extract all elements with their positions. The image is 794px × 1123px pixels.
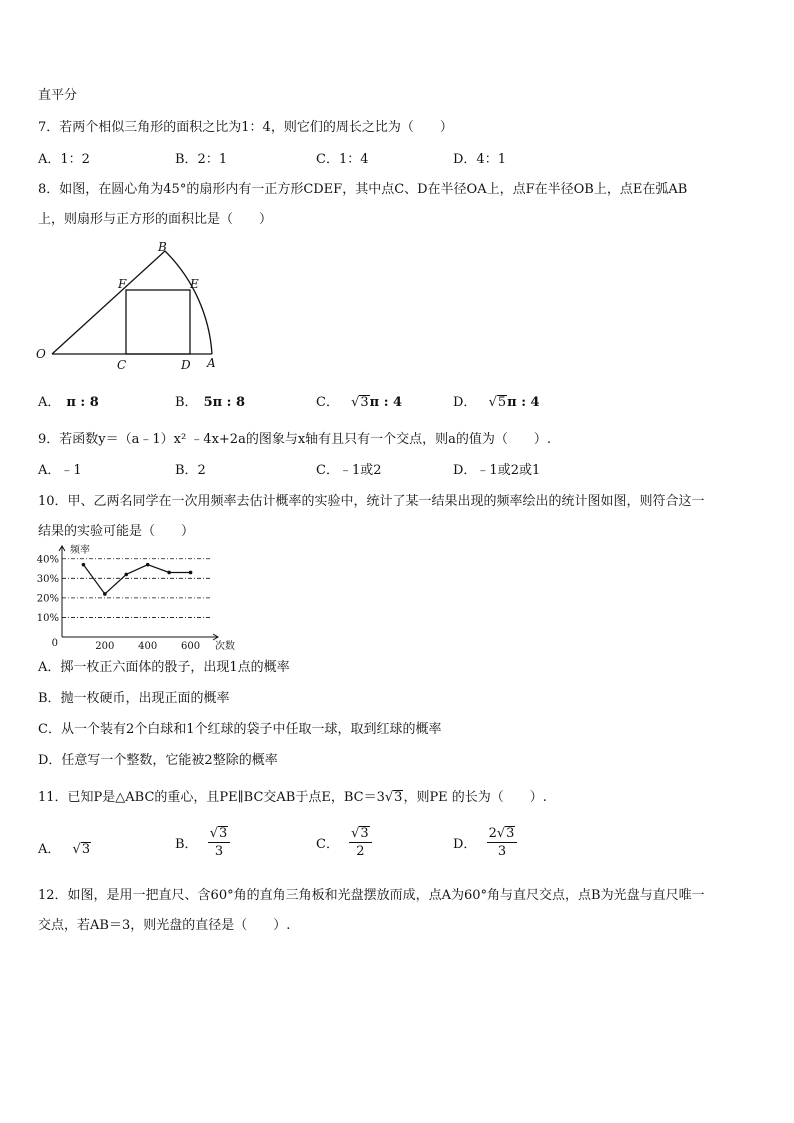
data-point (82, 563, 86, 567)
q8-option-a: A． π : 8 (38, 395, 99, 410)
q7-option-d: D．4：1 (453, 152, 506, 167)
data-point (167, 571, 171, 575)
q10-option-d: D．任意写一个整数，它能被2整除的概率 (38, 753, 278, 768)
y-tick-label: 20% (36, 593, 59, 605)
q11-stem: 11．已知P是△ABC的重心，且PE∥BC交AB于点E，BC＝3√3，则PE 的长为（ ）. (38, 790, 547, 805)
x-tick-label: 400 (138, 641, 158, 652)
y-tick-label: 10% (36, 612, 59, 624)
q11-option-a: A． √3 (38, 842, 91, 857)
q9-option-a: A．﹣1 (38, 463, 82, 478)
q7-option-a: A．1：2 (38, 152, 90, 167)
q10-stem-line1: 10．甲、乙两名同学在一次用频率去估计概率的实验中，统计了某一结果出现的频率绘出的统计图如图，则符合这一 (38, 494, 705, 509)
y-tick-label: 40% (36, 554, 59, 566)
q8-stem-line2: 上，则扇形与正方形的面积比是（ ） (38, 212, 273, 227)
sector-square-figure (32, 238, 232, 378)
q11-option-c: C． $\frac{√3}{2}$ (316, 826, 372, 859)
q8-option-d: D． √5π : 4 (453, 395, 540, 410)
data-point (124, 573, 128, 577)
q7-option-b: B．2：1 (175, 152, 228, 167)
q12-stem-line2: 交点，若AB＝3，则光盘的直径是（ ）. (38, 918, 291, 933)
q12-stem-line1: 12．如图，是用一把直尺、含60°角的直角三角板和光盘摆放而成，点A为60°角与直尺交点，点B为光盘与直尺唯一 (38, 888, 705, 903)
q10-option-a: A．掷一枚正六面体的骰子，出现1点的概率 (38, 660, 290, 675)
origin-label: 0 (51, 638, 58, 649)
q10-option-b: B．抛一枚硬币，出现正面的概率 (38, 691, 230, 706)
x-tick-label: 200 (95, 641, 115, 652)
frequency-line (83, 565, 190, 594)
q8-option-c: C． √3π : 4 (316, 395, 403, 410)
q9-option-d: D．﹣1或2或1 (453, 463, 541, 478)
q9-option-c: C．﹣1或2 (316, 463, 382, 478)
y-tick-label: 30% (36, 573, 59, 585)
x-axis-label: 次数 (215, 641, 235, 652)
q7-option-c: C．1：4 (316, 152, 369, 167)
label-d: D (181, 358, 191, 372)
label-o: O (36, 347, 46, 361)
q10-option-c: C．从一个装有2个白球和1个红球的袋子中任取一球，取到红球的概率 (38, 722, 442, 737)
q9-option-b: B．2 (175, 463, 206, 478)
label-f: F (118, 277, 127, 291)
data-point (189, 571, 193, 575)
label-e: E (190, 277, 199, 291)
y-axis-label: 频率 (70, 545, 90, 556)
data-point (146, 563, 150, 567)
q8-option-b: B． 5π : 8 (175, 395, 246, 410)
label-b: B (158, 240, 167, 254)
q11-option-b: B． $\frac{√3}{3}$ (175, 826, 230, 859)
q10-stem-line2: 结果的实验可能是（ ） (38, 524, 195, 539)
x-tick-label: 600 (181, 641, 201, 652)
q7-stem: 7．若两个相似三角形的面积之比为1：4，则它们的周长之比为（ ） (38, 120, 453, 135)
q11-option-d: D． $\frac{2√3}{3}$ (453, 826, 517, 859)
label-c: C (117, 358, 127, 372)
q8-stem-line1: 8．如图，在圆心角为45°的扇形内有一正方形CDEF，其中点C、D在半径OA上，点F在半径OB上，点E在弧AB (38, 182, 688, 197)
frequency-chart (36, 543, 235, 652)
q9-stem: 9．若函数y＝（a﹣1）x² ﹣4x+2a的图象与x轴有且只有一个交点，则a的值为（ ）. (38, 432, 552, 447)
q6-tail: 直平分 (38, 88, 78, 103)
data-point (103, 592, 107, 596)
label-a: A (207, 356, 216, 370)
